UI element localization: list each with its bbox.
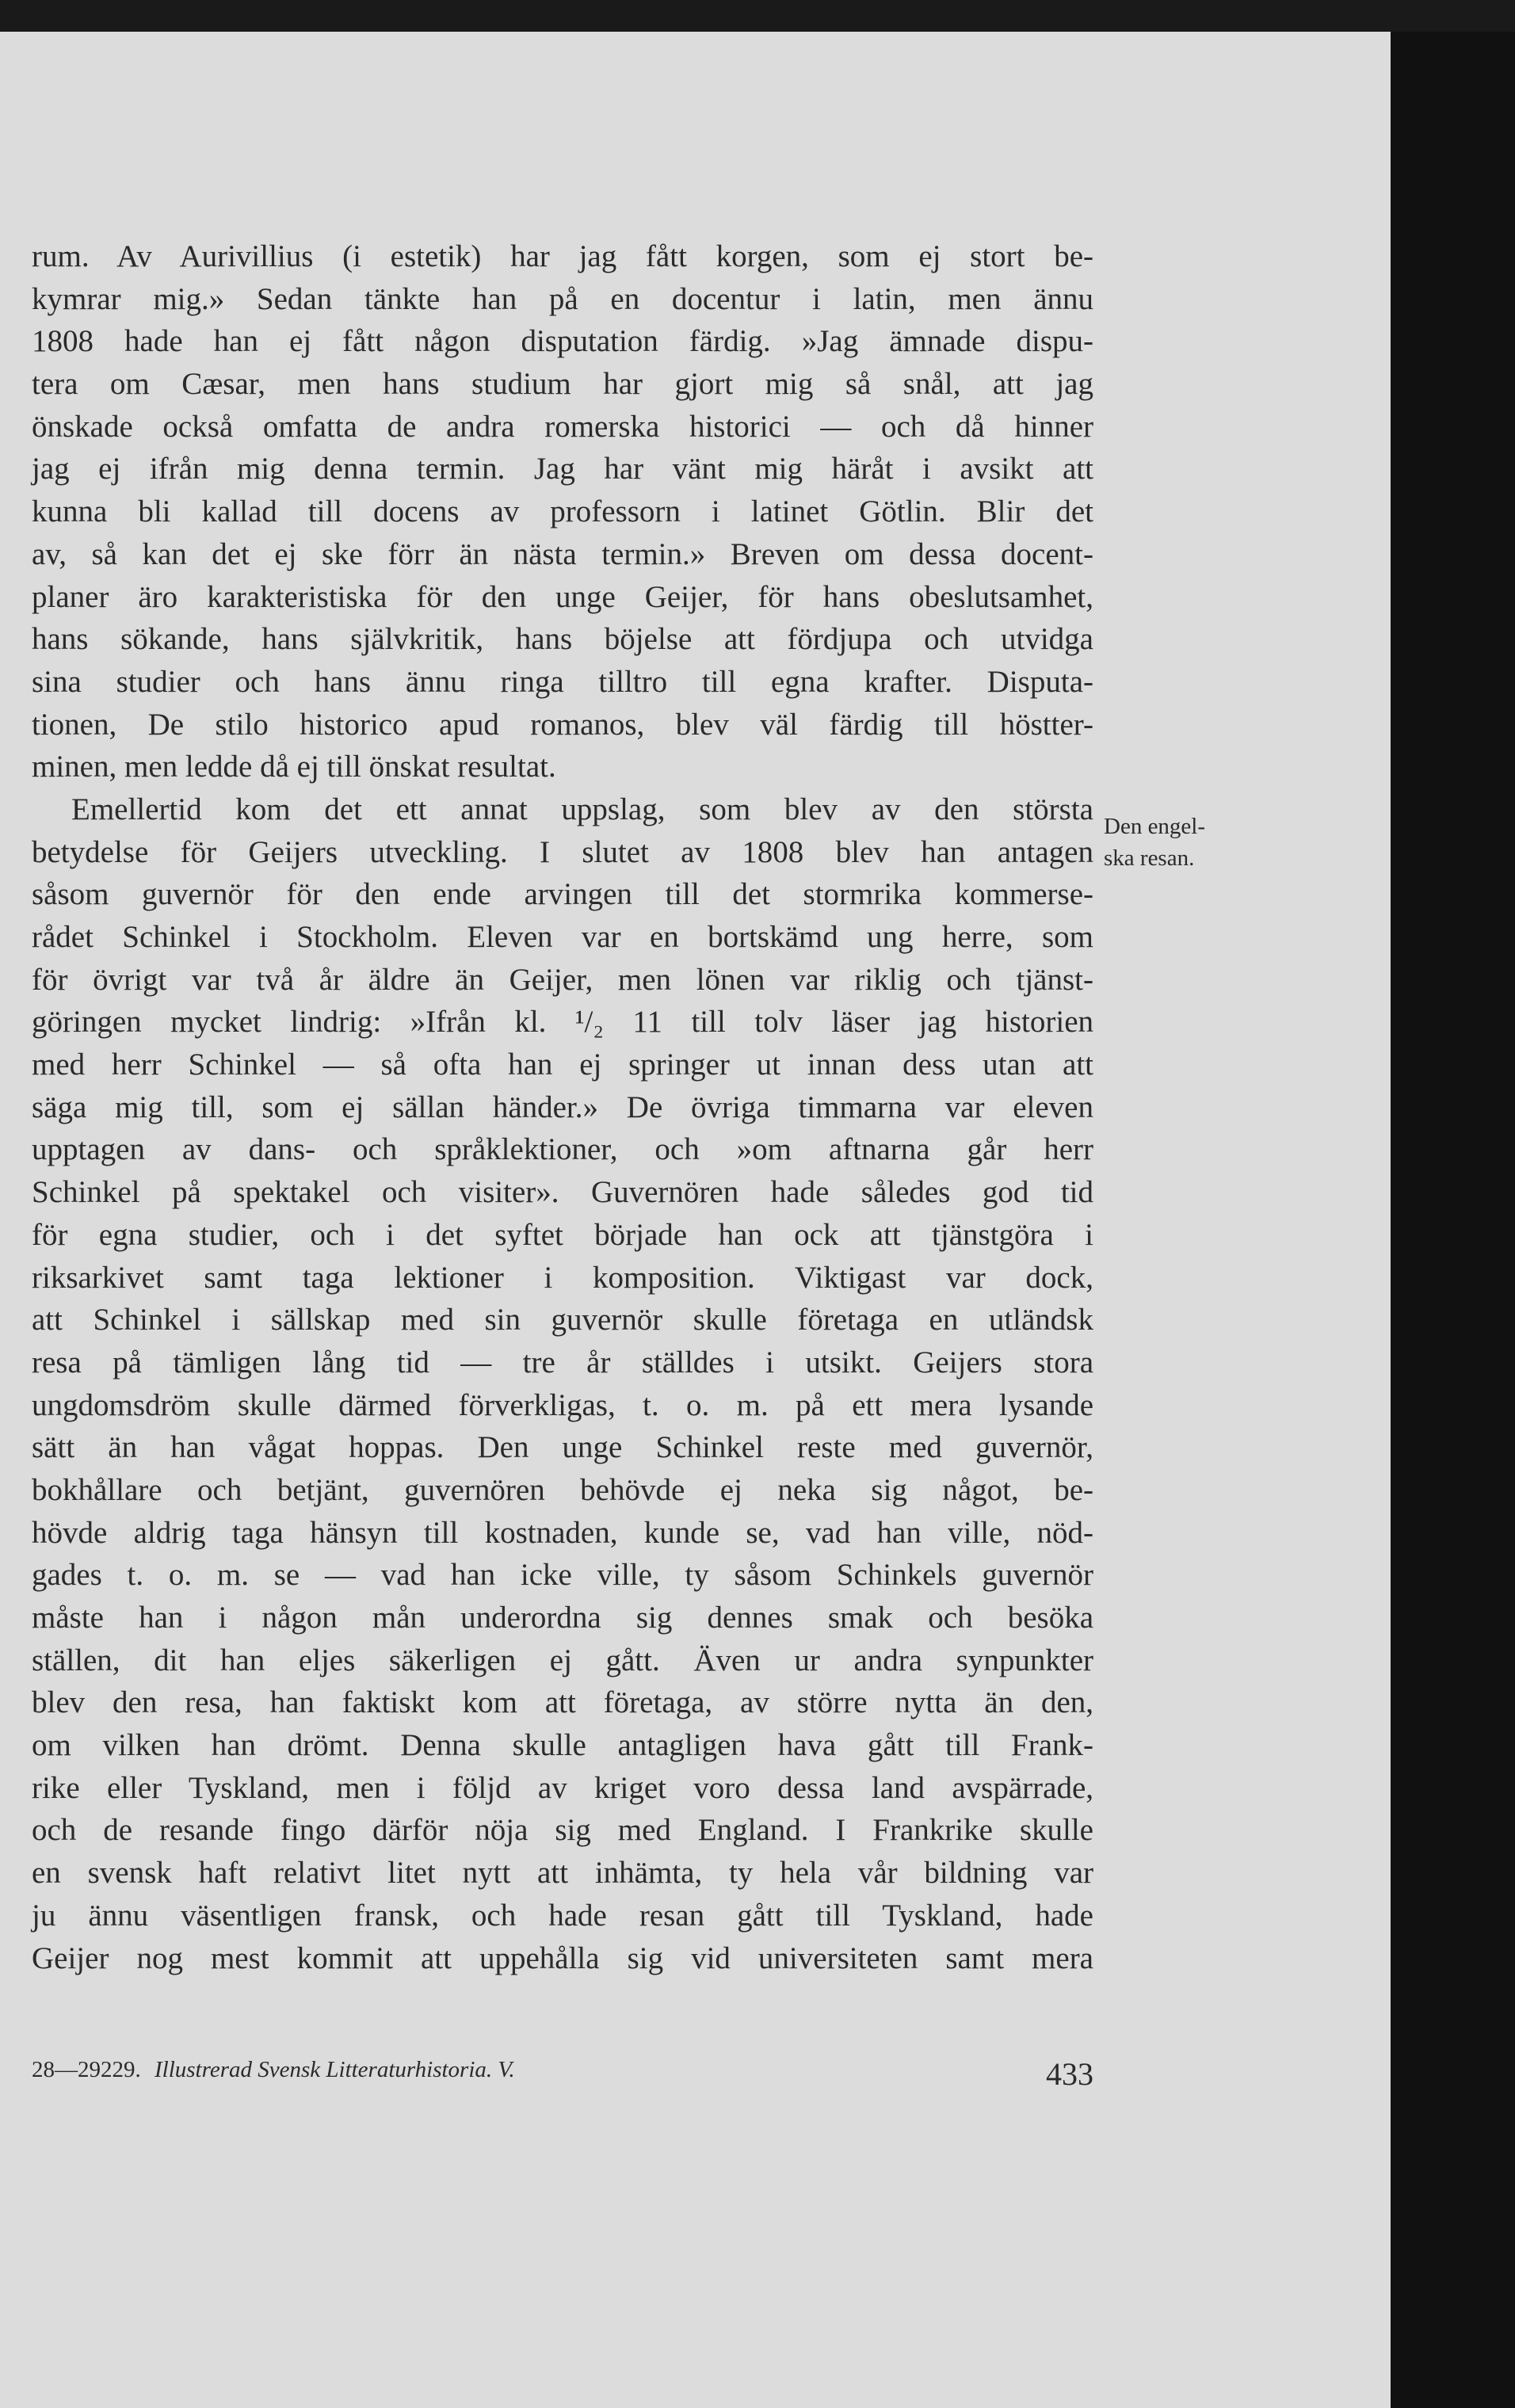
text-line: Schinkel på spektakel och visiter». Guvernören hade således god tid — [32, 1175, 1093, 1210]
scan-shadow — [1391, 32, 1515, 2408]
margin-note-line: Den engel- — [1104, 814, 1206, 839]
text-line: måste han i någon mån underordna sig dennes smak och besöka — [32, 1601, 1093, 1635]
text-line: om vilken han drömt. Denna skulle antagligen hava gått till Frank- — [32, 1728, 1093, 1763]
text-line: såsom guvernör för den ende arvingen till det stormrika kommerse- — [32, 877, 1093, 912]
page-footer — [32, 2044, 1093, 2092]
text-line: planer äro karakteristiska för den unge Geijer, för hans obeslutsamhet, — [32, 579, 1093, 614]
text-line: önskade också omfatta de andra romerska historici — och då hinner — [32, 409, 1093, 444]
book-title: Illustrerad Svensk Litteraturhistoria. V. — [155, 2057, 515, 2082]
text-line: säga mig till, som ej sällan händer.» De övriga timmarna var eleven — [32, 1090, 1093, 1124]
text-line: att Schinkel i sällskap med sin guvernör skulle företaga en utländsk — [32, 1303, 1093, 1338]
text-line: rådet Schinkel i Stockholm. Eleven var en bortskämd ung herre, som — [32, 920, 1093, 954]
text-line: en svensk haft relativt litet nytt att inhämta, ty hela vår bildning var — [32, 1856, 1093, 1891]
margin-note-line: ska resan. — [1104, 845, 1195, 871]
text-line: sätt än han vågat hoppas. Den unge Schinkel reste med guvernör, — [32, 1430, 1093, 1465]
text-line: sina studier och hans ännu ringa tilltro till egna krafter. Disputa- — [32, 664, 1093, 699]
book-page — [0, 32, 1391, 2408]
text-line: hans sökande, hans självkritik, hans böjelse att fördjupa och utvidga — [32, 622, 1093, 657]
text-line: ungdomsdröm skulle därmed förverkligas, t. o. m. på ett mera lysande — [32, 1387, 1093, 1422]
text-line: 1808 hade han ej fått någon disputation färdig. »Jag ämnade dispu- — [32, 324, 1093, 359]
body-text — [32, 235, 1093, 1979]
text-line: med herr Schinkel — så ofta han ej springer ut innan dess utan att — [32, 1048, 1093, 1082]
text-line: minen, men ledde då ej till önskat resultat. — [32, 750, 556, 784]
page-number: 433 — [1046, 2056, 1093, 2092]
margin-note — [1104, 811, 1205, 874]
text-line: resa på tämligen lång tid — tre år ställdes i utsikt. Geijers stora — [32, 1345, 1093, 1380]
text-line: jag ej ifrån mig denna termin. Jag har vänt mig häråt i avsikt att — [32, 452, 1093, 487]
text-line: ju ännu väsentligen fransk, och hade resan gått till Tyskland, hade — [32, 1898, 1093, 1933]
text-line: göringen mycket lindrig: »Ifrån kl. ¹/₂ 11 till tolv läser jag historien — [32, 1005, 1093, 1040]
text-line: blev den resa, han faktiskt kom att företaga, av större nytta än den, — [32, 1685, 1093, 1720]
text-line: för övrigt var två år äldre än Geijer, men lönen var riklig och tjänst- — [32, 962, 1093, 997]
printer-signature: 28—29229. — [32, 2057, 141, 2082]
text-line: hövde aldrig taga hänsyn till kostnaden, kunde se, vad han ville, nöd- — [32, 1515, 1093, 1550]
text-line: Emellertid kom det ett annat uppslag, som blev av den största — [71, 792, 1093, 826]
text-line: bokhållare och betjänt, guvernören behövde ej neka sig något, be- — [32, 1472, 1093, 1507]
text-line: betydelse för Geijers utveckling. I slutet av 1808 blev han antagen — [32, 834, 1093, 869]
text-line: av, så kan det ej ske förr än nästa termin.» Breven om dessa docent- — [32, 536, 1093, 571]
text-line: rike eller Tyskland, men i följd av kriget voro dessa land avspärrade, — [32, 1770, 1093, 1805]
text-line: ställen, dit han eljes säkerligen ej gått. Även ur andra synpunkter — [32, 1643, 1093, 1677]
text-line: upptagen av dans- och språklektioner, och »om aftnarna går herr — [32, 1132, 1093, 1167]
text-line: kunna bli kallad till docens av professorn i latinet Götlin. Blir det — [32, 494, 1093, 529]
text-line: kymrar mig.» Sedan tänkte han på en docentur i latin, men ännu — [32, 281, 1093, 316]
footer-signature-line — [32, 2057, 515, 2083]
text-line: riksarkivet samt taga lektioner i komposition. Viktigast var dock, — [32, 1260, 1093, 1295]
text-line: Geijer nog mest kommit att uppehålla sig vid universiteten samt mera — [32, 1941, 1093, 1975]
text-line: för egna studier, och i det syftet började han ock att tjänstgöra i — [32, 1217, 1093, 1252]
text-line: rum. Av Aurivillius (i estetik) har jag fått korgen, som ej stort be- — [32, 239, 1093, 273]
text-line: tera om Cæsar, men hans studium har gjort mig så snål, att jag — [32, 367, 1093, 402]
text-line: och de resande fingo därför nöja sig med England. I Frankrike skulle — [32, 1813, 1093, 1848]
text-line: gades t. o. m. se — vad han icke ville, ty såsom Schinkels guvernör — [32, 1558, 1093, 1593]
text-line: tionen, De stilo historico apud romanos, blev väl färdig till höstter- — [32, 707, 1093, 742]
